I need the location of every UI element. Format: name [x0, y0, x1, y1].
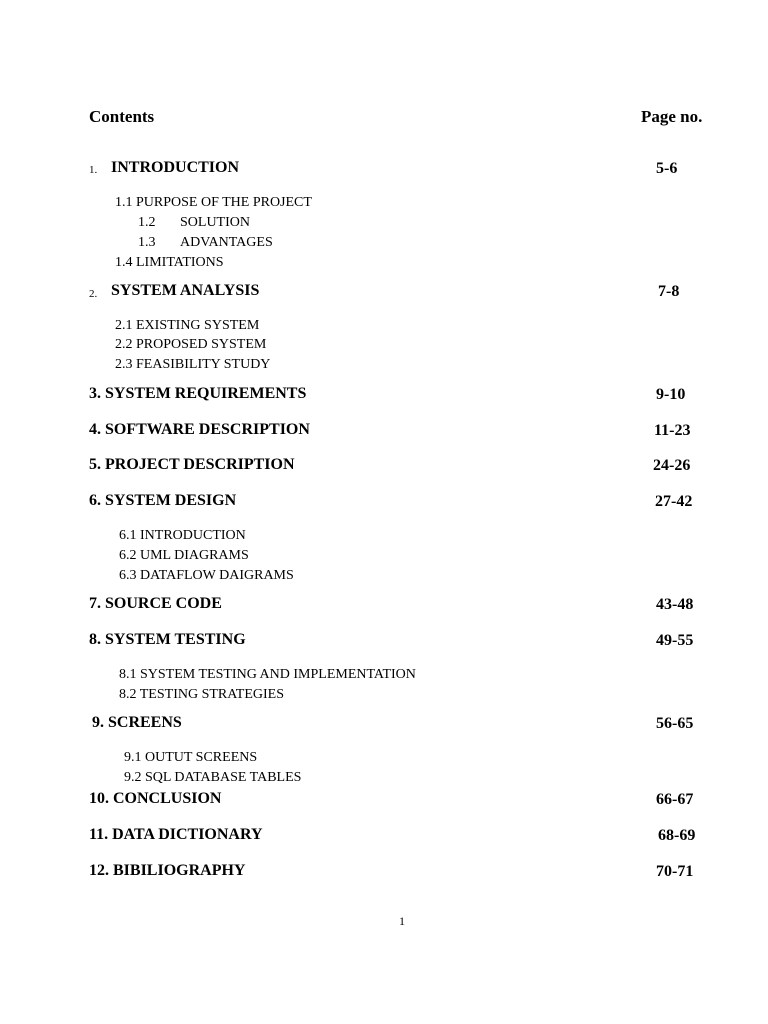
toc-page-range: 70-71: [656, 863, 694, 880]
toc-entry-screens: 9. SCREENS: [92, 714, 182, 731]
toc-page-range: 66-67: [656, 791, 694, 808]
toc-subentry: 6.2 UML DIAGRAMS: [119, 548, 249, 563]
toc-subentry: 2.2 PROPOSED SYSTEM: [115, 337, 267, 352]
page-no-heading: Page no.: [641, 107, 703, 126]
toc-subentry: 1.1 PURPOSE OF THE PROJECT: [115, 195, 312, 210]
toc-entry-system-requirements: 3. SYSTEM REQUIREMENTS: [89, 385, 307, 402]
toc-page-range: 49-55: [656, 632, 694, 649]
page-number: 1: [399, 914, 405, 928]
toc-subentry-number: 1.3: [138, 235, 156, 250]
toc-entry-data-dictionary: 11. DATA DICTIONARY: [89, 826, 263, 843]
toc-subentry: 8.1 SYSTEM TESTING AND IMPLEMENTATION: [119, 667, 416, 682]
toc-subentry: 6.3 DATAFLOW DAIGRAMS: [119, 568, 294, 583]
toc-entry-conclusion: 10. CONCLUSION: [89, 790, 222, 807]
toc-subentry-number: 1.2: [138, 215, 156, 230]
toc-page-range: 56-65: [656, 715, 694, 732]
toc-page-range: 11-23: [654, 422, 691, 439]
toc-entry-source-code: 7. SOURCE CODE: [89, 595, 222, 612]
contents-heading: Contents: [89, 107, 155, 126]
toc-subentry: 9.1 OUTUT SCREENS: [124, 750, 258, 765]
toc-subentry: 2.3 FEASIBILITY STUDY: [115, 357, 271, 372]
toc-entry-introduction: INTRODUCTION: [111, 159, 240, 176]
toc-entry-software-description: 4. SOFTWARE DESCRIPTION: [89, 421, 310, 438]
toc-page-range: 68-69: [658, 827, 696, 844]
toc-entry-system-design: 6. SYSTEM DESIGN: [89, 492, 237, 509]
toc-entry-system-testing: 8. SYSTEM TESTING: [89, 631, 246, 648]
toc-page-range: 27-42: [655, 493, 693, 510]
toc-subentry: ADVANTAGES: [180, 235, 273, 250]
entry-number: 2.: [89, 288, 98, 300]
toc-subentry: 9.2 SQL DATABASE TABLES: [124, 770, 302, 785]
entry-number: 1.: [89, 164, 98, 176]
toc-subentry: 2.1 EXISTING SYSTEM: [115, 318, 260, 333]
toc-subentry: 1.4 LIMITATIONS: [115, 255, 224, 270]
toc-entry-bibiliography: 12. BIBILIOGRAPHY: [89, 862, 246, 879]
toc-subentry: 8.2 TESTING STRATEGIES: [119, 687, 285, 702]
toc-page-range: 9-10: [656, 386, 686, 403]
toc-entry-project-description: 5. PROJECT DESCRIPTION: [89, 456, 295, 473]
toc-entry-system-analysis: SYSTEM ANALYSIS: [111, 282, 260, 299]
toc-subentry: 6.1 INTRODUCTION: [119, 528, 246, 543]
toc-subentry: SOLUTION: [180, 215, 250, 230]
toc-page-range: 5-6: [656, 160, 678, 177]
toc-page-range: 24-26: [653, 457, 691, 474]
toc-page-range: 43-48: [656, 596, 694, 613]
toc-page-range: 7-8: [658, 283, 680, 300]
